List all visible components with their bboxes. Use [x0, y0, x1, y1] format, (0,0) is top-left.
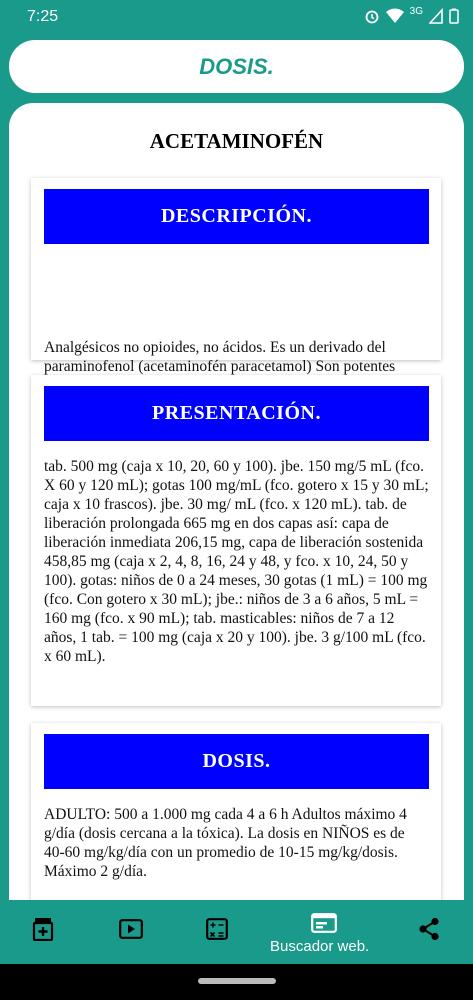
status-icons — [364, 5, 459, 24]
calculator-icon — [206, 918, 228, 940]
network-type: 3G — [409, 5, 423, 17]
play-video-icon — [119, 919, 143, 939]
section-card-presentation — [31, 375, 441, 706]
battery-icon — [449, 8, 459, 24]
alarm-icon — [364, 8, 380, 24]
nav-web-search-label[interactable]: Buscador web. — [270, 938, 370, 955]
section-card-description — [31, 178, 441, 375]
content-panel[interactable] — [9, 103, 464, 900]
nav-calculator[interactable] — [202, 914, 232, 944]
nav-medication[interactable] — [28, 914, 58, 944]
section-title-dose: DOSIS. — [44, 734, 429, 789]
nav-share[interactable] — [414, 914, 444, 944]
signal-icon — [429, 8, 443, 24]
nav-web-search[interactable] — [309, 908, 339, 938]
bottom-navigation — [0, 900, 473, 964]
section-text-dose: ADULTO: 500 a 1.000 mg cada 4 a 6 h Adultos máximo 4 g/día (dosis cercana a la tóxica). La dosis en NIÑOS es de 40-60 mg/kg/día con un promedio de 10-15 mg/kg/dosis. Máximo 2 g/día. — [44, 806, 407, 880]
drug-name: ACETAMINOFÉN — [149, 129, 324, 153]
page-title: DOSIS. — [199, 54, 274, 79]
medication-icon — [32, 917, 54, 941]
home-gesture-pill[interactable] — [198, 978, 276, 984]
section-title-description: DESCRIPCIÓN. — [44, 189, 429, 244]
system-navigation-bar — [0, 964, 473, 1000]
status-time: 7:25 — [27, 8, 59, 25]
section-text-description: Analgésicos no opioides, no ácidos. Es un derivado del paraminofenol (acetaminofén paracetamol) Son potentes — [44, 339, 396, 375]
share-icon — [418, 917, 440, 941]
wifi-icon — [386, 8, 404, 24]
status-bar — [0, 0, 473, 34]
section-title-presentation: PRESENTACIÓN. — [44, 386, 429, 441]
section-card-dose — [31, 723, 441, 900]
web-browser-icon — [311, 913, 337, 933]
nav-video[interactable] — [116, 914, 146, 944]
app-header — [9, 40, 464, 93]
section-text-presentation: tab. 500 mg (caja x 10, 20, 60 y 100). jbe. 150 mg/5 mL (fco. X 60 y 120 mL); gotas 100 mg/mL (fco. gotero x 15 y 30 mL; caja x 10 frascos). jbe. 30 mg/ mL (fco. x 120 mL). tab. de liberación prolongada 665 mg en dos capas así: capa de liberación inmediata 206,15 mg, capa de liberación sostenida 458,85 mg (caja x 2, 4, 8, 16, 24 y 48, y fco. x 10, 24, 50 y 100). gotas: niños de 0 a 24 meses, 30 gotas (1 mL) = 100 mg (fco. Con gotero x 30 mL); jbe.: niños de 3 a 6 años, 5 mL = 160 mg (fco. x 90 mL); tab. masticables: niños de 7 a 12 años, 1 tab. = 100 mg (caja x 20 y 100). jbe. 3 g/100 mL (fco. x 60 mL). — [44, 458, 429, 665]
